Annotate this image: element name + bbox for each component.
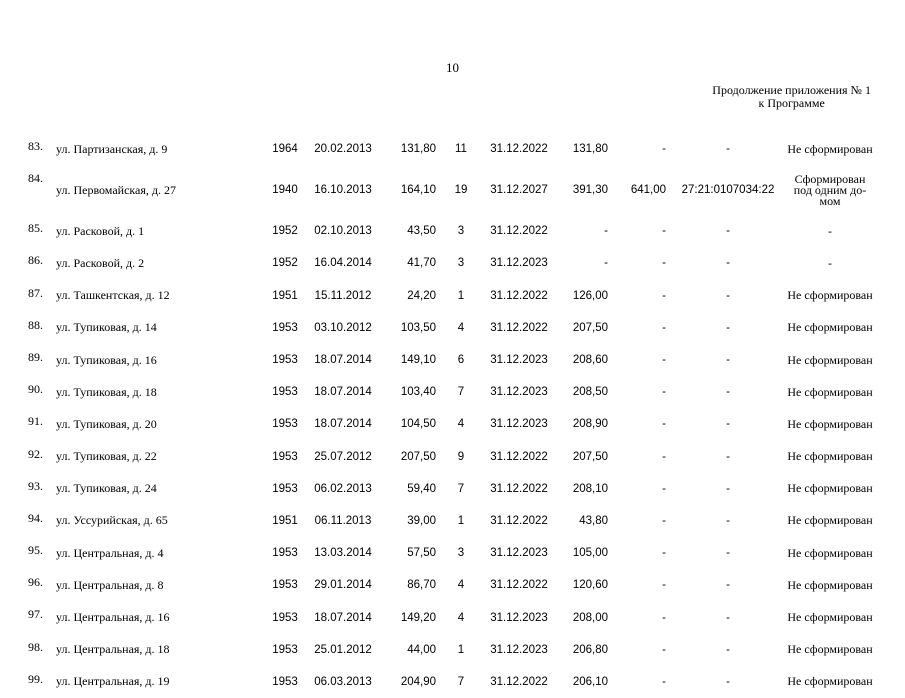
area-total-cell: 206,10 (572, 675, 608, 688)
table-row (28, 376, 876, 408)
deadline-cell: 31.12.2023 (490, 386, 548, 399)
land-status-cell: Не сформирован (787, 384, 873, 399)
table-row (28, 344, 876, 376)
count-cell: 11 (455, 143, 467, 156)
table-row (28, 133, 876, 165)
address-cell: ул. Первомайская, д. 27 (56, 182, 176, 197)
area-total-cell: 206,80 (572, 643, 608, 656)
address-cell: ул. Тупиковая, д. 20 (56, 416, 157, 431)
date-cell: 06.02.2013 (314, 482, 372, 495)
year-built-cell: 1953 (272, 450, 298, 463)
area-cell: 103,50 (400, 321, 436, 334)
address-cell: ул. Центральная, д. 16 (56, 610, 170, 625)
address-cell: ул. Тупиковая, д. 24 (56, 481, 157, 496)
count-cell: 4 (457, 611, 465, 624)
land-area-cell: - (662, 143, 666, 156)
area-total-cell: - (604, 257, 608, 270)
deadline-cell: 31.12.2022 (490, 321, 548, 334)
row-number: 91. (28, 414, 43, 429)
year-built-cell: 1951 (272, 514, 298, 527)
cadastral-number-cell: - (726, 418, 730, 431)
land-area-cell: - (662, 482, 666, 495)
land-status-cell: Не сформирован (787, 642, 873, 657)
deadline-cell: 31.12.2022 (490, 143, 548, 156)
date-cell: 03.10.2012 (314, 321, 372, 334)
area-total-cell: - (604, 225, 608, 238)
count-cell: 19 (454, 184, 468, 197)
row-number: 97. (28, 607, 43, 622)
address-cell: ул. Тупиковая, д. 14 (56, 320, 157, 335)
land-status-cell: Не сформирован (787, 674, 873, 689)
count-cell: 4 (457, 418, 465, 431)
row-number: 86. (28, 253, 43, 268)
cadastral-number-cell: - (726, 482, 730, 495)
land-status-cell: Не сформирован (787, 513, 873, 528)
area-total-cell: 207,50 (572, 450, 608, 463)
row-number: 96. (28, 575, 43, 590)
count-cell: 7 (457, 482, 465, 495)
area-total-cell: 131,80 (572, 143, 608, 156)
area-cell: 149,10 (400, 354, 436, 367)
year-built-cell: 1953 (272, 579, 298, 592)
area-total-cell: 208,60 (572, 354, 608, 367)
area-cell: 24,20 (407, 289, 436, 302)
year-built-cell: 1953 (272, 482, 298, 495)
table-row (28, 537, 876, 569)
cadastral-number-cell: - (726, 514, 730, 527)
deadline-cell: 31.12.2023 (490, 354, 548, 367)
land-status-cell: Не сформирован (787, 416, 873, 431)
land-status-cell: Не сформирован (787, 288, 873, 303)
area-cell: 59,40 (407, 482, 436, 495)
area-cell: 41,70 (407, 257, 436, 270)
cadastral-number-cell: - (726, 611, 730, 624)
row-number: 99. (28, 671, 43, 686)
row-number: 98. (28, 639, 43, 654)
year-built-cell: 1964 (272, 143, 298, 156)
row-number: 88. (28, 317, 43, 332)
year-built-cell: 1953 (272, 611, 298, 624)
land-area-cell: - (662, 354, 666, 367)
land-status-cell: Не сформирован (787, 141, 873, 156)
address-cell: ул. Тупиковая, д. 22 (56, 449, 157, 464)
deadline-cell: 31.12.2022 (490, 225, 548, 238)
cadastral-number-cell: - (726, 257, 730, 270)
cadastral-number-cell: - (726, 643, 730, 656)
area-cell: 44,00 (407, 643, 436, 656)
land-area-cell: - (662, 289, 666, 302)
appendix-note-line1: Продолжение приложения № 1 (712, 83, 871, 97)
year-built-cell: 1952 (272, 257, 298, 270)
area-cell: 57,50 (407, 547, 436, 560)
year-built-cell: 1953 (272, 321, 298, 334)
row-number: 83. (28, 139, 43, 153)
deadline-cell: 31.12.2022 (490, 482, 548, 495)
count-cell: 1 (457, 643, 465, 656)
cadastral-number-cell: - (726, 450, 730, 463)
table-row (28, 408, 876, 440)
address-cell: ул. Расковой, д. 2 (56, 255, 145, 270)
land-area-cell: 641,00 (630, 184, 666, 197)
date-cell: 18.07.2014 (314, 611, 372, 624)
count-cell: 1 (457, 289, 465, 302)
year-built-cell: 1953 (272, 386, 298, 399)
area-cell: 39,00 (407, 514, 436, 527)
land-area-cell: - (662, 514, 666, 527)
address-cell: ул. Тупиковая, д. 16 (56, 352, 157, 367)
date-cell: 15.11.2012 (314, 289, 372, 302)
table-row (28, 215, 876, 247)
date-cell: 13.03.2014 (314, 547, 372, 560)
date-cell: 06.11.2013 (314, 514, 372, 527)
year-built-cell: 1952 (272, 225, 298, 238)
table-row (28, 441, 876, 473)
land-status-cell: Не сформирован (787, 352, 873, 367)
count-cell: 4 (457, 579, 465, 592)
land-area-cell: - (662, 257, 666, 270)
status-line: мом (819, 193, 841, 208)
date-cell: 16.10.2013 (314, 184, 372, 197)
land-area-cell: - (662, 418, 666, 431)
table-row (28, 165, 876, 215)
land-status-cell: Не сформирован (787, 577, 873, 592)
land-status-cell: - (828, 255, 832, 270)
area-total-cell: 43,80 (579, 514, 608, 527)
housing-registry-table (28, 133, 876, 698)
deadline-cell: 31.12.2022 (490, 289, 548, 302)
area-cell: 204,90 (400, 675, 436, 688)
year-built-cell: 1953 (272, 354, 298, 367)
area-total-cell: 208,50 (572, 386, 608, 399)
count-cell: 3 (457, 257, 465, 270)
date-cell: 29.01.2014 (314, 579, 372, 592)
page-number: 10 (446, 60, 459, 75)
land-area-cell: - (662, 611, 666, 624)
date-cell: 18.07.2014 (314, 354, 372, 367)
deadline-cell: 31.12.2023 (490, 547, 548, 560)
area-total-cell: 120,60 (572, 579, 608, 592)
address-cell: ул. Центральная, д. 4 (56, 545, 164, 560)
row-number: 93. (28, 478, 43, 493)
cadastral-number-cell: - (726, 225, 730, 238)
land-status-cell: Не сформирован (787, 320, 873, 335)
area-total-cell: 208,10 (572, 482, 608, 495)
year-built-cell: 1953 (272, 675, 298, 688)
area-total-cell: 105,00 (572, 547, 608, 560)
deadline-cell: 31.12.2027 (490, 184, 548, 197)
count-cell: 3 (457, 547, 465, 560)
status-line: под одним до- (793, 182, 867, 197)
area-total-cell: 208,90 (572, 418, 608, 431)
deadline-cell: 31.12.2022 (490, 450, 548, 463)
row-number: 84. (28, 171, 43, 186)
deadline-cell: 31.12.2022 (490, 514, 548, 527)
deadline-cell: 31.12.2023 (490, 418, 548, 431)
area-cell: 131,80 (400, 143, 436, 156)
land-area-cell: - (662, 225, 666, 238)
land-area-cell: - (662, 675, 666, 688)
row-number: 94. (28, 510, 43, 525)
year-built-cell: 1940 (272, 184, 298, 197)
count-cell: 9 (457, 450, 465, 463)
count-cell: 7 (457, 386, 465, 399)
row-number: 90. (28, 382, 43, 397)
address-cell: ул. Партизанская, д. 9 (56, 141, 168, 156)
table-row (28, 569, 876, 601)
deadline-cell: 31.12.2023 (490, 643, 548, 656)
land-area-cell: - (662, 450, 666, 463)
count-cell: 3 (457, 225, 465, 238)
cadastral-number-cell: - (726, 321, 730, 334)
count-cell: 4 (457, 321, 465, 334)
count-cell: 1 (457, 514, 465, 527)
land-area-cell: - (662, 643, 666, 656)
area-total-cell: 207,50 (572, 321, 608, 334)
row-number: 92. (28, 446, 43, 461)
table-row (28, 634, 876, 666)
row-number: 89. (28, 349, 43, 364)
address-cell: ул. Центральная, д. 19 (56, 674, 170, 689)
registry-body (28, 133, 876, 698)
area-cell: 104,50 (400, 418, 436, 431)
year-built-cell: 1953 (272, 547, 298, 560)
cadastral-number-cell: - (726, 675, 730, 688)
year-built-cell: 1953 (272, 418, 298, 431)
table-row (28, 280, 876, 312)
address-cell: ул. Ташкентская, д. 12 (56, 288, 170, 303)
count-cell: 7 (457, 675, 465, 688)
cadastral-number-cell: - (726, 386, 730, 399)
year-built-cell: 1951 (272, 289, 298, 302)
table-row (28, 247, 876, 279)
area-total-cell: 126,00 (572, 289, 608, 302)
land-area-cell: - (662, 321, 666, 334)
address-cell: ул. Тупиковая, д. 18 (56, 384, 157, 399)
address-cell: ул. Расковой, д. 1 (56, 223, 145, 238)
land-area-cell: - (662, 547, 666, 560)
area-cell: 164,10 (400, 184, 436, 197)
land-status-cell: Не сформирован (787, 449, 873, 464)
table-row (28, 505, 876, 537)
land-area-cell: - (662, 386, 666, 399)
cadastral-number-cell: - (726, 579, 730, 592)
cadastral-number-cell: - (726, 143, 730, 156)
row-number: 87. (28, 285, 43, 300)
land-status-cell: Не сформирован (787, 610, 873, 625)
deadline-cell: 31.12.2022 (490, 675, 548, 688)
table-row (28, 666, 876, 698)
count-cell: 6 (457, 354, 465, 367)
deadline-cell: 31.12.2023 (490, 257, 548, 270)
cadastral-number-cell: 27:21:0107034:22 (681, 184, 775, 197)
table-row (28, 601, 876, 633)
land-status-cell (784, 165, 876, 215)
appendix-note-line2: к Программе (758, 96, 825, 110)
land-status-cell: Не сформирован (787, 545, 873, 560)
area-cell: 86,70 (407, 579, 436, 592)
cadastral-number-cell: - (726, 547, 730, 560)
area-total-cell: 391,30 (572, 184, 608, 197)
address-cell: ул. Центральная, д. 18 (56, 642, 170, 657)
area-cell: 103,40 (400, 386, 436, 399)
appendix-note (712, 84, 871, 110)
date-cell: 16.04.2014 (314, 257, 372, 270)
address-cell: ул. Центральная, д. 8 (56, 577, 164, 592)
land-status-cell: - (828, 223, 832, 238)
date-cell: 25.01.2012 (314, 643, 372, 656)
date-cell: 06.03.2013 (314, 675, 372, 688)
deadline-cell: 31.12.2022 (490, 579, 548, 592)
area-cell: 207,50 (400, 450, 436, 463)
land-status-cell: Не сформирован (787, 481, 873, 496)
deadline-cell: 31.12.2023 (490, 611, 548, 624)
date-cell: 18.07.2014 (314, 418, 372, 431)
cadastral-number-cell: - (726, 289, 730, 302)
status-line: Сформирован (794, 171, 866, 186)
date-cell: 18.07.2014 (314, 386, 372, 399)
area-cell: 43,50 (407, 225, 436, 238)
date-cell: 02.10.2013 (314, 225, 372, 238)
area-total-cell: 208,00 (572, 611, 608, 624)
row-number: 95. (28, 543, 43, 558)
table-row (28, 473, 876, 505)
address-cell: ул. Уссурийская, д. 65 (56, 513, 168, 528)
area-cell: 149,20 (400, 611, 436, 624)
cadastral-number-cell: - (726, 354, 730, 367)
year-built-cell: 1953 (272, 643, 298, 656)
row-number: 85. (28, 221, 43, 236)
date-cell: 25.07.2012 (314, 450, 372, 463)
land-area-cell: - (662, 579, 666, 592)
date-cell: 20.02.2013 (314, 143, 372, 156)
table-row (28, 312, 876, 344)
